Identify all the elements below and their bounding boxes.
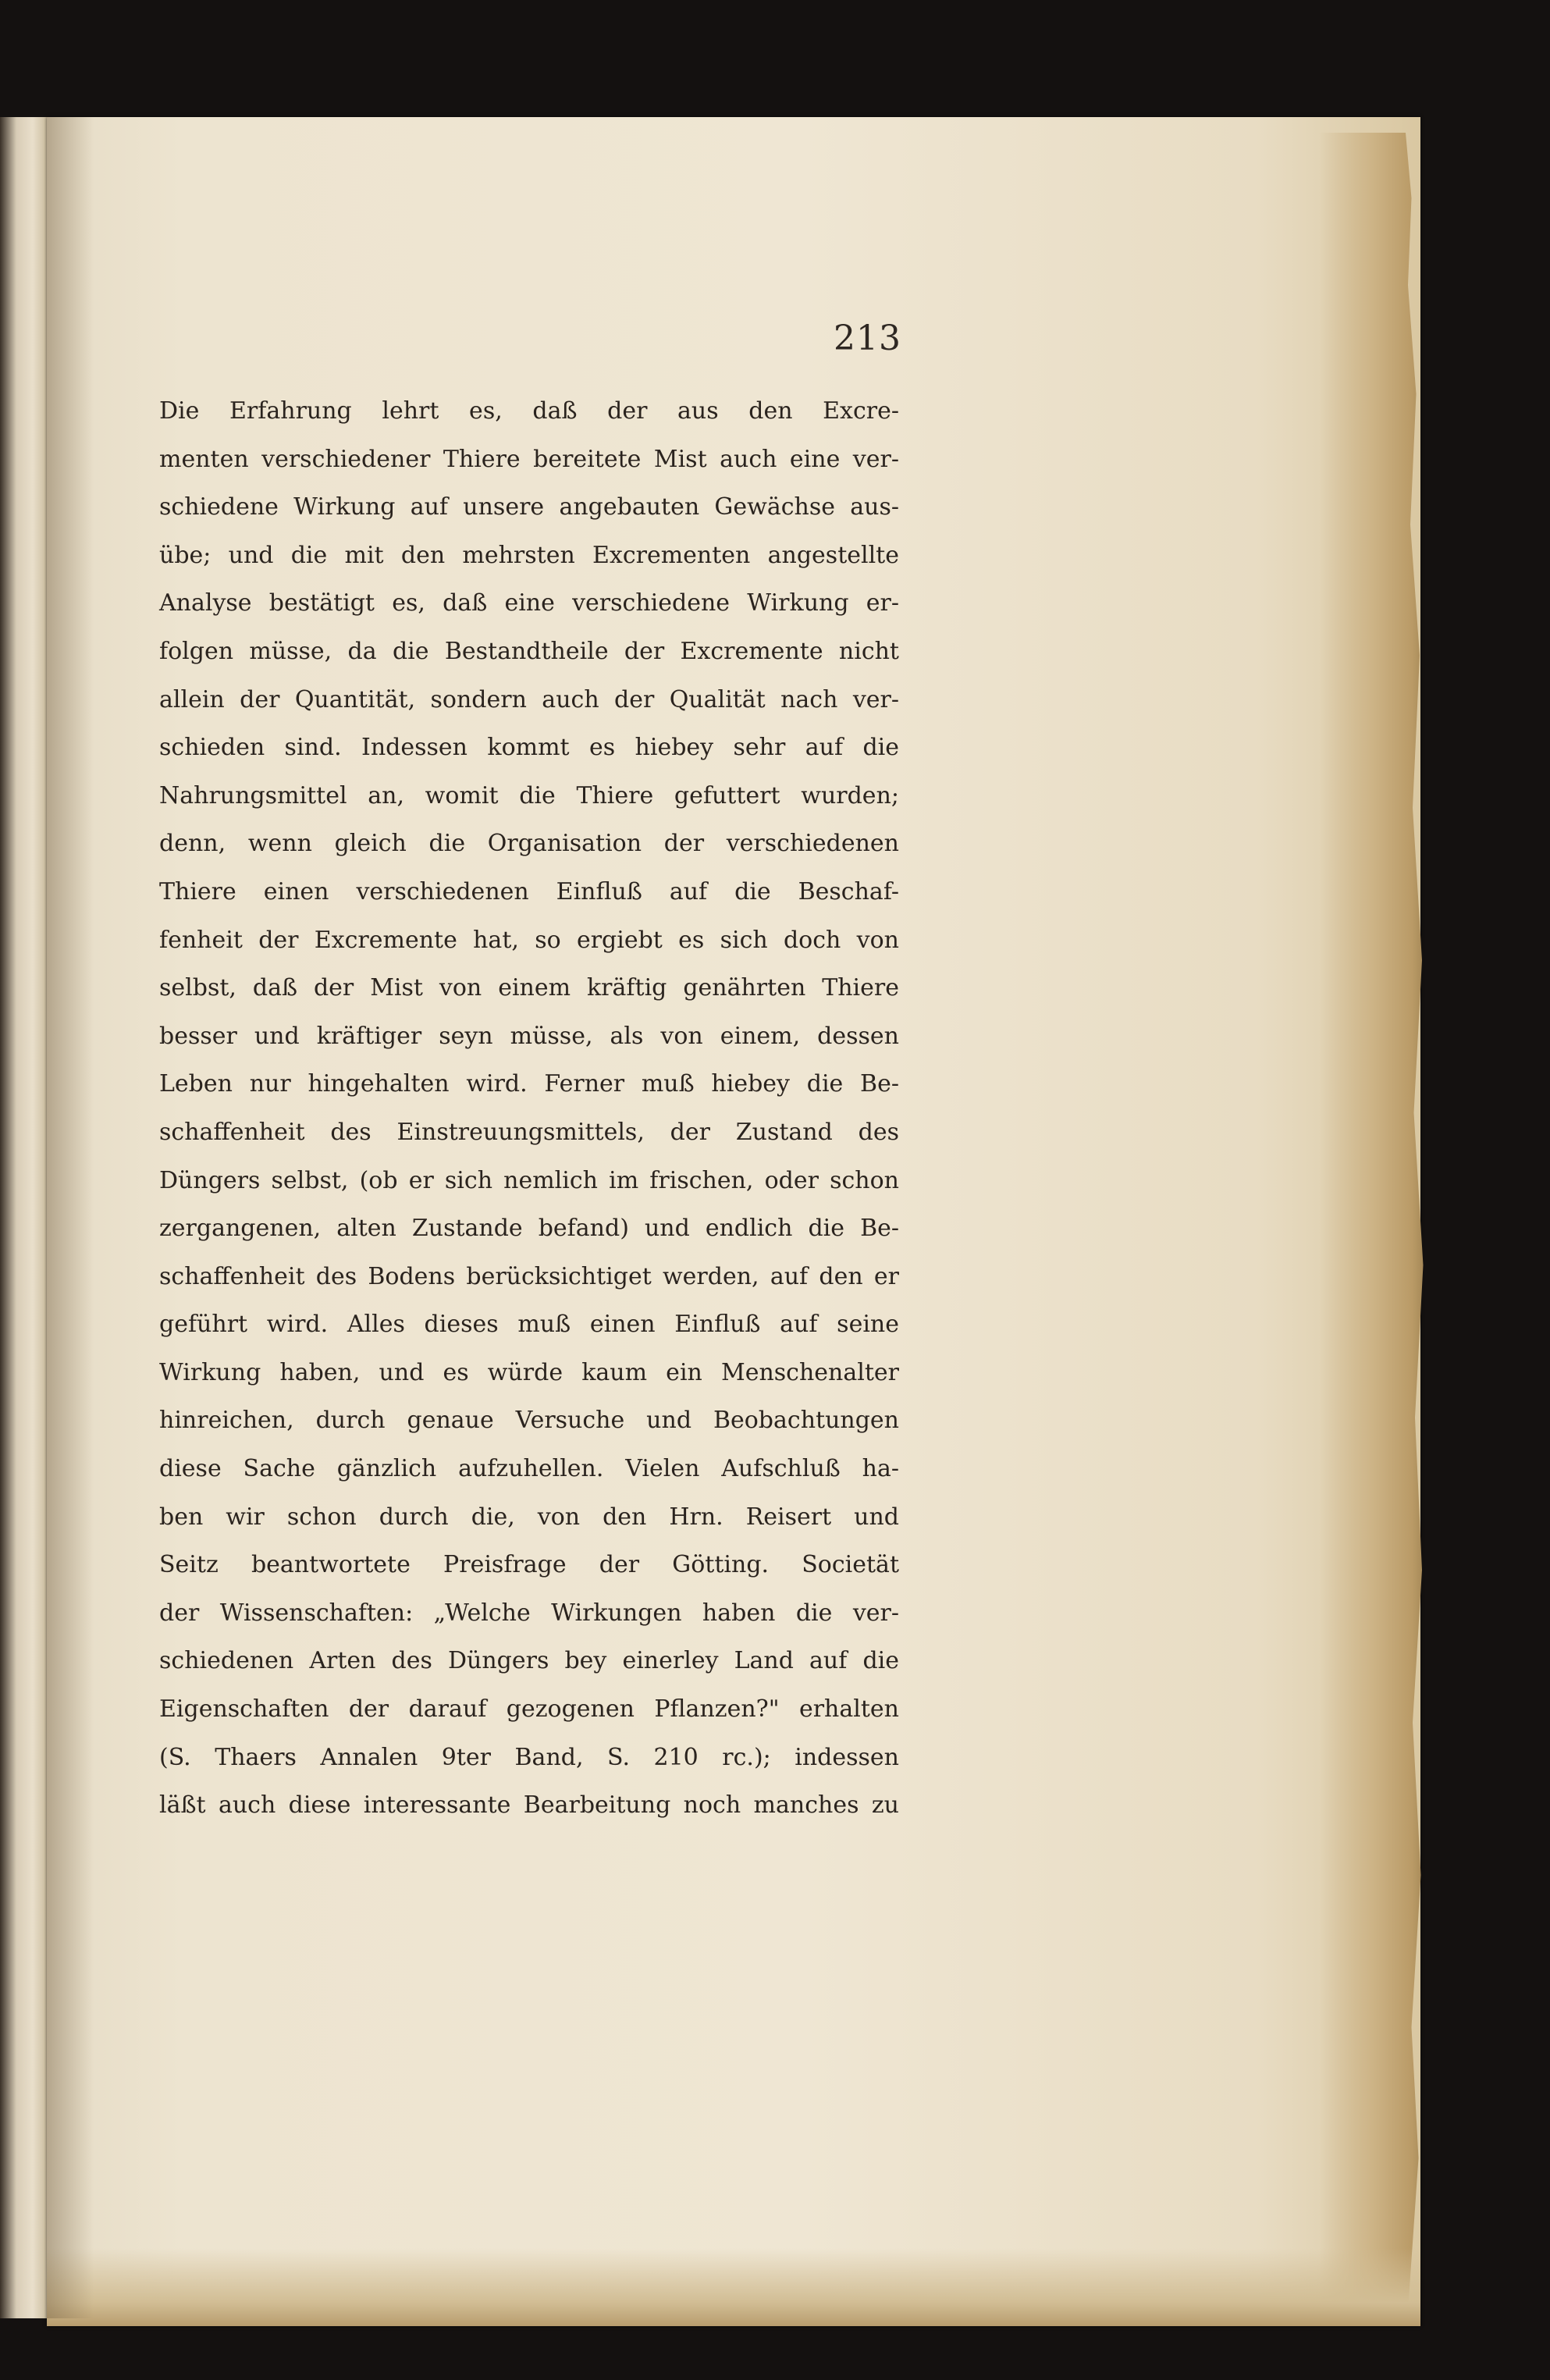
text-line: schiedenen Arten des Düngers bey einerley Land auf die — [159, 1647, 899, 1675]
text-line: schaffenheit des Einstreuungsmittels, der Zustand des — [159, 1118, 899, 1146]
text-line: übe; und die mit den mehrsten Excrementen angestellte — [159, 541, 899, 569]
text-line: allein der Quantität, sondern auch der Qualität nach ver- — [159, 685, 899, 713]
text-line: Wirkung haben, und es würde kaum ein Menschenalter — [159, 1358, 899, 1386]
text-line: (S. Thaers Annalen 9ter Band, S. 210 rc.); indessen — [159, 1743, 899, 1771]
text-line: der Wissenschaften: „Welche Wirkungen haben die ver- — [159, 1599, 899, 1627]
text-line: besser und kräftiger seyn müsse, als von einem, dessen — [159, 1022, 899, 1050]
text-line: läßt auch diese interessante Bearbeitung noch manches zu — [159, 1791, 899, 1820]
text-line: Analyse bestätigt es, daß eine verschiedene Wirkung er- — [159, 589, 899, 617]
text-line: schaffenheit des Bodens berücksichtiget werden, auf den er — [159, 1262, 899, 1290]
text-line: folgen müsse, da die Bestandtheile der Excremente nicht — [159, 637, 899, 665]
text-line: diese Sache gänzlich aufzuhellen. Vielen Aufschluß ha- — [159, 1455, 899, 1483]
text-line: Eigenschaften der darauf gezogenen Pflanzen?" erhalten — [159, 1695, 899, 1724]
text-line: schieden sind. Indessen kommt es hiebey sehr auf die — [159, 734, 899, 762]
text-line: Thiere einen verschiedenen Einfluß auf die Beschaf- — [159, 877, 899, 905]
text-line: schiedene Wirkung auf unsere angebauten Gewächse aus- — [159, 493, 899, 521]
text-line: selbst, daß der Mist von einem kräftig genährten Thiere — [159, 974, 899, 1002]
gutter-shadow — [47, 117, 94, 2318]
text-line: zergangenen, alten Zustande befand) und endlich die Be- — [159, 1215, 899, 1243]
text-line: ben wir schon durch die, von den Hrn. Reisert und — [159, 1503, 899, 1531]
text-line: denn, wenn gleich die Organisation der verschiedenen — [159, 830, 899, 858]
facing-page-edge — [0, 117, 47, 2318]
text-line: Leben nur hingehalten wird. Ferner muß hiebey die Be- — [159, 1070, 899, 1098]
page-bottom-edge — [47, 2248, 1420, 2326]
text-line: Die Erfahrung lehrt es, daß der aus den Excre- — [159, 397, 899, 425]
text-line: hinreichen, durch genaue Versuche und Beobachtungen — [159, 1407, 899, 1435]
text-line: Seitz beantwortete Preisfrage der Götting. Societät — [159, 1551, 899, 1579]
text-line: fenheit der Excremente hat, so ergiebt es sich doch von — [159, 926, 899, 954]
text-line: geführt wird. Alles dieses muß einen Einfluß auf seine — [159, 1311, 899, 1339]
body-text — [159, 387, 899, 1830]
text-line: menten verschiedener Thiere bereitete Mist auch eine ver- — [159, 445, 899, 473]
text-line: Düngers selbst, (ob er sich nemlich im frischen, oder schon — [159, 1166, 899, 1194]
text-line: Nahrungsmittel an, womit die Thiere gefuttert wurden; — [159, 781, 899, 809]
page-number: 213 — [834, 318, 901, 358]
